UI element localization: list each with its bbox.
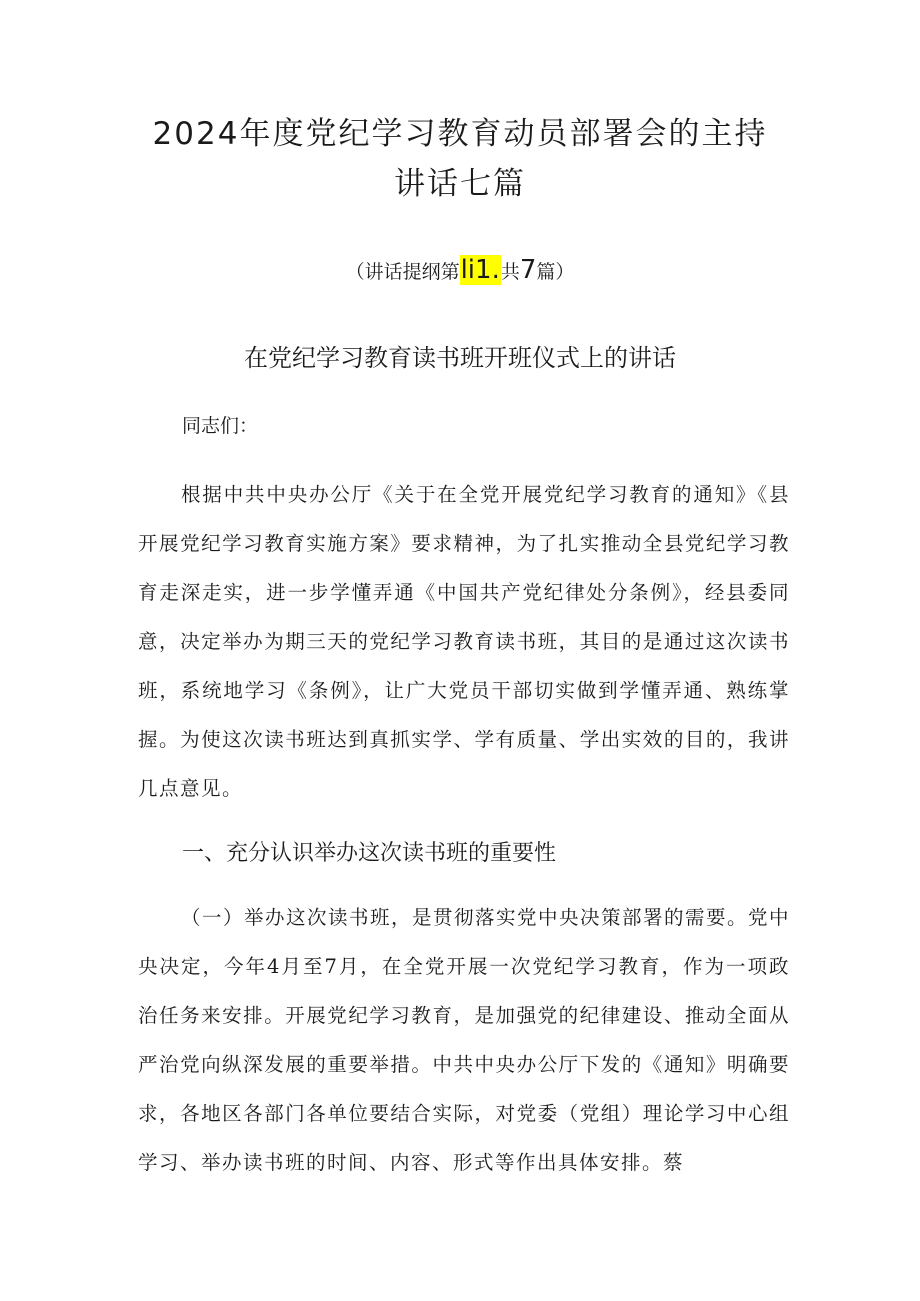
paragraph-1: 根据中共中央办公厅《关于在全党开展党纪学习教育的通知》《县开展党纪学习教育实施方案》要求精神，为了扎实推动全县党纪学习教育走深走实，进一步学懂弄通《中国共产党纪律处分条例》，经县委同意，决定举办为期三天的党纪学习教育读书班，其目的是通过这次读书班，系统地学习《条例》，让广大党员干部切实做到学懂弄通、熟练掌握。为使这次读书班达到真抓实学、学有质量、学出实效的目的，我讲几点意见。 [138, 483, 790, 800]
subtitle-prefix: （讲话提纲第 [345, 261, 460, 283]
subtitle-highlight: li1. [460, 255, 500, 285]
salutation: 同志们： [182, 415, 259, 437]
document-subtitle [120, 255, 800, 285]
document-title-line2: 讲话七篇 [394, 166, 526, 202]
paragraph-2: （一）举办这次读书班，是贯彻落实党中央决策部署的需要。党中央决定，今年4月至7月，在全党开展一次党纪学习教育，作为一项政治任务来安排。开展党纪学习教育，是加强党的纪律建设、推动全面从严治党向纵深发展的重要举措。中共中央办公厅下发的《通知》明确要求，各地区各部门各单位要结合实际，对党委（党组）理论学习中心组学习、举办读书班的时间、内容、形式等作出具体安排。蔡 [138, 906, 791, 1174]
subtitle-count: 7 [519, 255, 537, 285]
section-1-heading: 一、充分认识举办这次读书班的重要性 [182, 841, 557, 866]
subtitle-suffix: 篇） [536, 261, 575, 283]
subtitle-middle: 共 [500, 261, 520, 283]
document-title-line1: 2024年度党纪学习教育动员部署会的主持 [152, 116, 768, 152]
speech-title: 在党纪学习教育读书班开班仪式上的讲话 [244, 344, 676, 372]
